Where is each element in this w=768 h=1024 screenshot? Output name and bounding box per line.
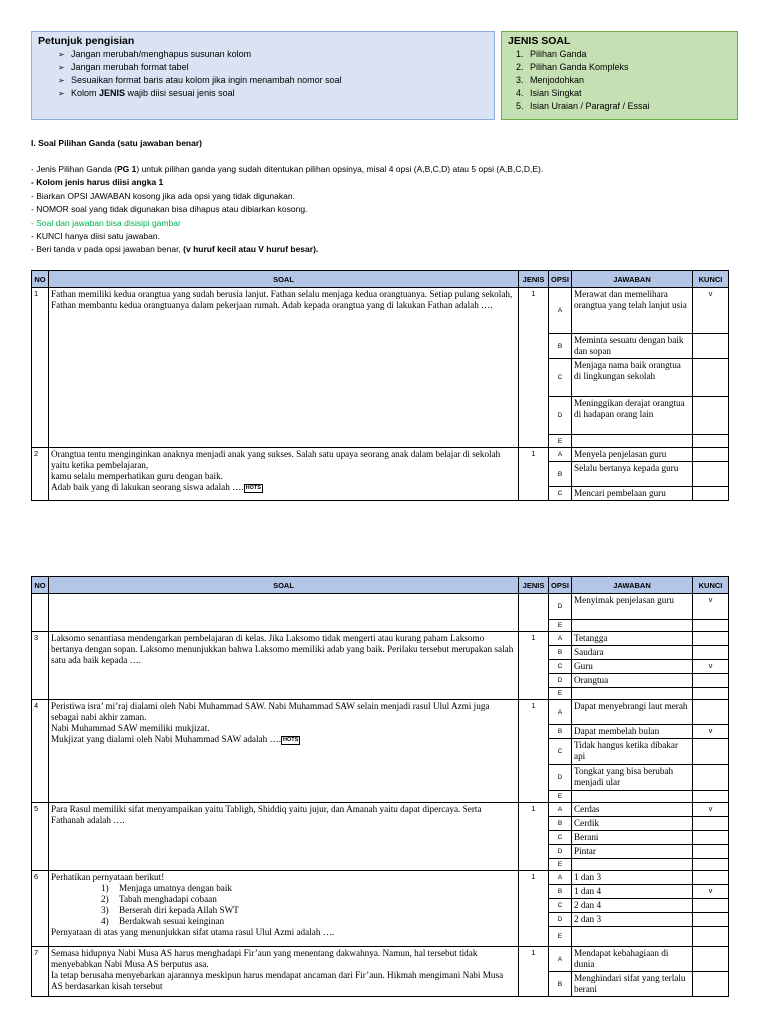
option-answer[interactable] <box>572 927 693 947</box>
option-key[interactable] <box>693 700 729 725</box>
jenis-item: 4. Isian Singkat <box>516 88 582 98</box>
question-text-empty[interactable] <box>49 594 519 632</box>
option-answer[interactable]: Pintar <box>572 845 693 859</box>
option-answer[interactable]: Mendapat kebahagiaan di dunia <box>572 947 693 972</box>
option-answer[interactable]: Dapat membelah bulan <box>572 725 693 739</box>
option-answer[interactable]: Dapat menyebrangi laut merah <box>572 700 693 725</box>
option-key[interactable] <box>693 899 729 913</box>
option-answer[interactable]: Saudara <box>572 646 693 660</box>
arrow-icon: ➢ <box>58 89 65 98</box>
header-jawaban: JAWABAN <box>572 577 693 594</box>
option-key[interactable] <box>693 620 729 632</box>
arrow-icon: ➢ <box>58 50 65 59</box>
option-answer[interactable]: Berani <box>572 831 693 845</box>
table-row <box>32 871 729 885</box>
instructions-list <box>38 48 488 100</box>
jenis-item: 2. Pilihan Ganda Kompleks <box>516 62 629 72</box>
option-letter: D <box>549 845 572 859</box>
section-title: I. Soal Pilihan Ganda (satu jawaban benar) <box>31 138 202 148</box>
option-answer[interactable]: Selalu bertanya kepada guru <box>572 462 693 487</box>
question-text[interactable]: Peristiwa isra’ mi’raj dialami oleh Nabi Muhammad SAW. Nabi Muhammad SAW selain menjadi rasul Ulul Azmi juga sebagai nabi akhir zaman. Nabi Muhammad SAW memiliki mukjizat. Mukjizat yang dialami oleh Nabi Muhammad SAW adalah …. HOTS <box>49 700 519 803</box>
option-answer[interactable]: Tidak hangus ketika dibakar api <box>572 739 693 765</box>
table-row <box>32 700 729 725</box>
option-answer[interactable]: Merawat dan memelihara orangtua yang telah lanjut usia <box>572 288 693 334</box>
option-key[interactable] <box>693 765 729 791</box>
option-answer[interactable] <box>572 791 693 803</box>
header-jenis: JENIS <box>519 271 549 288</box>
option-letter: E <box>549 688 572 700</box>
question-number: 4 <box>32 700 49 803</box>
instruction-item: ➢ Jangan merubah/menghapus susunan kolom <box>58 49 252 59</box>
option-key[interactable] <box>693 632 729 646</box>
option-answer[interactable]: Menyela penjelasan guru <box>572 448 693 462</box>
option-answer[interactable]: Cerdas <box>572 803 693 817</box>
option-letter: B <box>549 334 572 359</box>
jenis-item: 3. Menjodohkan <box>516 75 585 85</box>
option-letter: B <box>549 817 572 831</box>
option-letter: B <box>549 646 572 660</box>
arrow-icon: ➢ <box>58 76 65 85</box>
instruction-item: ➢ Jangan merubah format tabel <box>58 62 189 72</box>
jenis-soal-title: JENIS SOAL <box>508 35 571 47</box>
header-soal: SOAL <box>49 577 519 594</box>
option-key[interactable]: v <box>693 725 729 739</box>
option-key[interactable] <box>693 462 729 487</box>
table-row <box>32 288 729 334</box>
option-answer[interactable] <box>572 620 693 632</box>
option-letter: D <box>549 765 572 791</box>
note: - Beri tanda v pada opsi jawaban benar, (v huruf kecil atau V huruf besar). <box>31 244 319 255</box>
question-number: 7 <box>32 947 49 997</box>
jenis-soal-box <box>501 31 738 120</box>
option-key[interactable] <box>693 487 729 501</box>
option-answer[interactable]: Menyimak penjelasan guru <box>572 594 693 620</box>
option-letter: D <box>549 674 572 688</box>
question-number: 1 <box>32 288 49 448</box>
option-letter: E <box>549 791 572 803</box>
option-answer[interactable]: 1 dan 4 <box>572 885 693 899</box>
question-number: 3 <box>32 632 49 700</box>
question-text[interactable]: Perhatikan pernyataan berikut! 1) Menjaga umatnya dengan baik 2) Tabah menghadapi cobaan 3) Berserah diri kepada Allah SWT 4) Berdakwah sesuai keinginan Pernyataan di atas yang menunjukkan sifat utama rasul Ulul Azmi adalah …. <box>49 871 519 947</box>
question-jenis-empty[interactable] <box>519 594 549 632</box>
jenis-soal-list <box>508 48 731 113</box>
option-letter: E <box>549 435 572 448</box>
option-answer[interactable] <box>572 859 693 871</box>
option-key[interactable]: v <box>693 660 729 674</box>
option-answer[interactable] <box>572 435 693 448</box>
note: - Jenis Pilihan Ganda (PG 1) untuk pilihan ganda yang sudah ditentukan pilihan opsinya, misal 4 opsi (A,B,C,D) atau 5 opsi (A,B,C,D,E). <box>31 164 544 174</box>
option-letter: B <box>549 725 572 739</box>
option-key[interactable] <box>693 927 729 947</box>
header-no: NO <box>32 577 49 594</box>
option-key[interactable]: v <box>693 803 729 817</box>
statement-item: 3) Berserah diri kepada Allah SWT <box>101 905 239 915</box>
option-letter: D <box>549 594 572 620</box>
question-jenis[interactable]: 1 <box>519 448 549 501</box>
option-answer[interactable]: 2 dan 4 <box>572 899 693 913</box>
header-opsi: OPSI <box>549 577 572 594</box>
question-text[interactable]: Laksomo senantiasa mendengarkan pembelajaran di kelas. Jika Laksomo tidak mengerti atau kurang paham Laksomo bertanya dengan sopan. Laksomo menunjukkan bahwa Laksomo memiliki adab yang baik. Perilaku tersebut merupakan salah satu ada baik kepada …. <box>49 632 519 700</box>
option-answer[interactable] <box>572 688 693 700</box>
option-answer[interactable]: Menghindari sifat yang terlalu berani <box>572 972 693 997</box>
option-key[interactable] <box>693 817 729 831</box>
option-key[interactable] <box>693 972 729 997</box>
instruction-item: ➢ Kolom JENIS wajib diisi sesuai jenis soal <box>58 88 235 98</box>
hots-badge: HOTS <box>283 737 299 743</box>
table-row <box>32 947 729 972</box>
option-letter: D <box>549 397 572 435</box>
option-key[interactable]: v <box>693 288 729 334</box>
question-number-empty <box>32 594 49 632</box>
question-number: 6 <box>32 871 49 947</box>
option-answer[interactable]: 2 dan 3 <box>572 913 693 927</box>
option-answer[interactable]: Tongkat yang bisa berubah menjadi ular <box>572 765 693 791</box>
option-answer[interactable]: Meninggikan derajat orangtua di hadapan orang lain <box>572 397 693 435</box>
option-letter: C <box>549 660 572 674</box>
option-letter: B <box>549 885 572 899</box>
option-letter: A <box>549 803 572 817</box>
option-letter: B <box>549 462 572 487</box>
question-table-continued <box>31 576 729 997</box>
option-letter: A <box>549 448 572 462</box>
option-letter: D <box>549 913 572 927</box>
question-table <box>31 270 729 501</box>
option-key[interactable] <box>693 791 729 803</box>
statement-item: 1) Menjaga umatnya dengan baik <box>101 883 233 893</box>
option-letter: E <box>549 927 572 947</box>
option-key[interactable]: v <box>693 594 729 620</box>
arrow-icon: ➢ <box>58 63 65 72</box>
question-text[interactable]: Orangtua tentu menginginkan anaknya menjadi anak yang sukses. Salah satu upaya seorang anak dalam belajar di sekolah yaitu ketika pembelajaran, kamu selalu memperhatikan guru dengan baik. Adab baik yang di lakukan seorang siswa adalah …. HOTS <box>49 448 519 501</box>
question-number: 5 <box>32 803 49 871</box>
option-key[interactable]: v <box>693 885 729 899</box>
option-letter: A <box>549 871 572 885</box>
option-letter: C <box>549 831 572 845</box>
option-key[interactable] <box>693 397 729 435</box>
option-key[interactable] <box>693 334 729 359</box>
note: - NOMOR soal yang tidak digunakan bisa dihapus atau dibiarkan kosong. <box>31 204 308 215</box>
table-row <box>32 594 729 620</box>
option-key[interactable] <box>693 831 729 845</box>
option-answer[interactable]: Meminta sesuatu dengan baik dan sopan <box>572 334 693 359</box>
question-jenis[interactable]: 1 <box>519 700 549 803</box>
header-no: NO <box>32 271 49 288</box>
option-key[interactable] <box>693 448 729 462</box>
note-green: - Soal dan jawaban bisa disisipi gambar <box>31 217 181 228</box>
notes <box>31 163 751 257</box>
question-text[interactable]: Para Rasul memiliki sifat menyampaikan yaitu Tabligh, Shiddiq yaitu jujur, dan Amanah yaitu dapat dipercaya. Serta Fathanah adalah …. <box>49 803 519 871</box>
note: - Kolom jenis harus diisi angka 1 <box>31 177 164 188</box>
option-letter: A <box>549 632 572 646</box>
statement-item: 2) Tabah menghadapi cobaan <box>101 894 217 904</box>
option-answer[interactable]: Menjaga nama baik orangtua di lingkungan sekolah <box>572 359 693 397</box>
note: - Biarkan OPSI JAWABAN kosong jika ada opsi yang tidak digunakan. <box>31 190 295 201</box>
jenis-item: 5. Isian Uraian / Paragraf / Essai <box>516 101 650 111</box>
header-jenis: JENIS <box>519 577 549 594</box>
header-opsi: OPSI <box>549 271 572 288</box>
option-key[interactable] <box>693 859 729 871</box>
option-letter: A <box>549 288 572 334</box>
option-answer[interactable]: Tetangga <box>572 632 693 646</box>
option-key[interactable] <box>693 688 729 700</box>
instructions-title: Petunjuk pengisian <box>38 35 135 47</box>
statement-list <box>51 883 516 927</box>
option-key[interactable] <box>693 871 729 885</box>
header-kunci: KUNCI <box>693 271 729 288</box>
table-header-row <box>32 577 729 594</box>
statement-item: 4) Berdakwah sesuai keinginan <box>101 916 225 926</box>
question-jenis[interactable]: 1 <box>519 288 549 448</box>
question-jenis[interactable]: 1 <box>519 871 549 947</box>
option-letter: E <box>549 620 572 632</box>
option-key[interactable] <box>693 674 729 688</box>
option-answer[interactable]: Guru <box>572 660 693 674</box>
option-key[interactable] <box>693 435 729 448</box>
table-row <box>32 632 729 646</box>
table-row <box>32 448 729 462</box>
option-letter: C <box>549 487 572 501</box>
header-soal: SOAL <box>49 271 519 288</box>
question-text[interactable]: Semasa hidupnya Nabi Musa AS harus menghadapi Fir’aun yang menentang dakwahnya. Namun, hal tersebut tidak menyebabkan Nabi Musa AS berputus asa. Ia tetap berusaha menyebarkan ajarannya meskipun harus mendapat ancaman dari Fir’aun. Hikmah mengimani Nabi Musa AS berdasarkan kisah tersebut <box>49 947 519 997</box>
option-answer[interactable]: Mencari pembelaan guru <box>572 487 693 501</box>
option-key[interactable] <box>693 646 729 660</box>
option-letter: C <box>549 739 572 765</box>
option-letter: E <box>549 859 572 871</box>
question-jenis[interactable]: 1 <box>519 947 549 997</box>
option-letter: C <box>549 359 572 397</box>
option-key[interactable] <box>693 947 729 972</box>
option-answer[interactable]: Cerdik <box>572 817 693 831</box>
note: - KUNCI hanya diisi satu jawaban. <box>31 231 160 242</box>
option-key[interactable] <box>693 913 729 927</box>
table-header-row <box>32 271 729 288</box>
jenis-item: 1. Pilihan Ganda <box>516 49 587 59</box>
instructions-box <box>31 31 495 120</box>
option-letter: A <box>549 947 572 972</box>
option-answer[interactable]: 1 dan 3 <box>572 871 693 885</box>
question-number: 2 <box>32 448 49 501</box>
question-jenis[interactable]: 1 <box>519 803 549 871</box>
option-letter: C <box>549 899 572 913</box>
option-answer[interactable]: Orangtua <box>572 674 693 688</box>
option-letter: B <box>549 972 572 997</box>
option-letter: A <box>549 700 572 725</box>
table-row <box>32 803 729 817</box>
option-key[interactable] <box>693 739 729 765</box>
option-key[interactable] <box>693 845 729 859</box>
option-key[interactable] <box>693 359 729 397</box>
question-jenis[interactable]: 1 <box>519 632 549 700</box>
question-text[interactable]: Fathan memiliki kedua orangtua yang sudah berusia lanjut. Fathan selalu menjaga kedua orangtuanya. Setiap pulang sekolah, Fathan membantu kedua orangtuanya dalam pekerjaan rumah. Adab kepada orangtua yang di lakukan Fathan adalah …. <box>49 288 519 448</box>
header-kunci: KUNCI <box>693 577 729 594</box>
header-jawaban: JAWABAN <box>572 271 693 288</box>
instruction-item: ➢ Sesuaikan format baris atau kolom jika ingin menambah nomor soal <box>58 75 342 85</box>
hots-badge: HOTS <box>245 485 261 491</box>
